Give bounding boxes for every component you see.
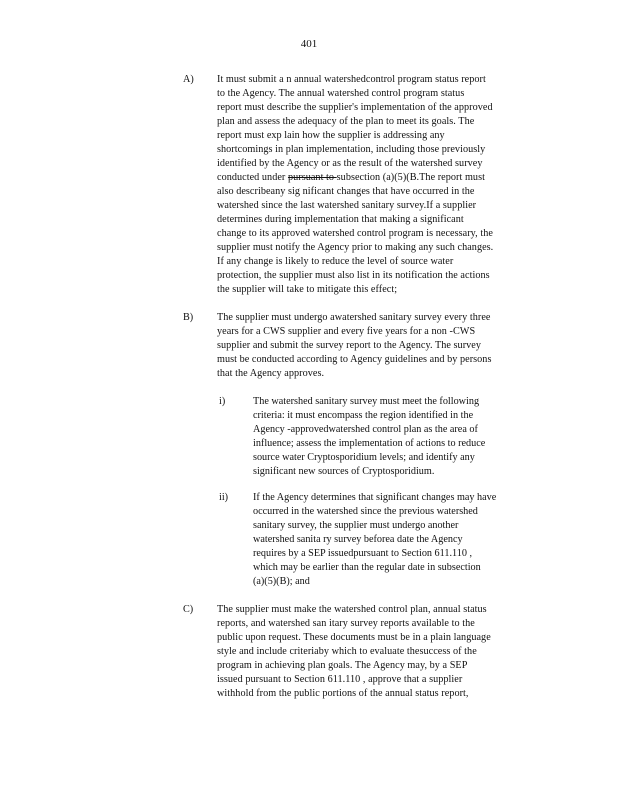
paragraph-line: also describeany sig nificant changes that have occurred in the	[217, 186, 475, 197]
paragraph-line: criteria: it must encompass the region identified in the	[253, 410, 474, 421]
paragraph-line: protection, the supplier must also list in its notification the actions	[217, 270, 490, 281]
paragraph-line: issued pursuant to Section 611.110 , approve that a supplier	[217, 674, 463, 685]
paragraph-line: supplier and submit the survey report to the Agency. The survey	[217, 340, 482, 351]
paragraph-line: significant new sources of Cryptosporidium.	[253, 466, 435, 477]
paragraph-line: report must describe the supplier's implementation of the approved	[217, 102, 493, 113]
item-label-c: C)	[183, 604, 194, 615]
struck-text: pursuant to	[287, 172, 337, 183]
paragraph-line: requires by a SEP issuedpursuant to Section 611.110 ,	[253, 548, 473, 559]
paragraph-line: that the Agency approves.	[217, 368, 325, 379]
subitem-label-i: i)	[219, 396, 226, 407]
paragraph-line: program in achieving plan goals. The Agency may, by a SEP	[217, 660, 468, 671]
paragraph-line	[217, 172, 485, 184]
paragraph-line: If the Agency determines that significant changes may have	[253, 492, 497, 503]
paragraph-line: sanitary survey, the supplier must undergo another	[253, 520, 459, 531]
paragraph-line: watershed since the last watershed sanitary survey.If a supplier	[217, 200, 477, 211]
paragraph-line: years for a CWS supplier and every five years for a non -CWS	[217, 326, 476, 337]
paragraph-line: determines during implementation that making a significant	[217, 214, 464, 225]
paragraph-line: The watershed sanitary survey must meet the following	[253, 396, 480, 407]
paragraph-line: the supplier will take to mitigate this effect;	[217, 284, 398, 295]
paragraph-line: to the Agency. The annual watershed control program status	[217, 88, 465, 99]
paragraph-line: identified by the Agency or as the result of the watershed survey	[217, 158, 483, 169]
paragraph-line: supplier must notify the Agency prior to making any such changes.	[217, 242, 494, 253]
item-label-a: A)	[183, 74, 194, 85]
paragraph-line: The supplier must undergo awatershed sanitary survey every three	[217, 312, 491, 323]
subitem-label-ii: ii)	[219, 492, 229, 503]
paragraph-line: report must exp lain how the supplier is addressing any	[217, 130, 445, 141]
paragraph-line: If any change is likely to reduce the level of source water	[217, 256, 454, 267]
paragraph-line: influence; assess the implementation of actions to reduce	[253, 438, 486, 449]
line-text: subsection (a)(5)(B.The report must	[336, 172, 485, 183]
paragraph-line: public upon request. These documents must be in a plain language	[217, 632, 491, 643]
paragraph-line: shortcomings in plan implementation, including those previously	[217, 144, 486, 155]
paragraph-line: reports, and watershed san itary survey reports available to the	[217, 618, 475, 629]
item-label-b: B)	[183, 312, 194, 323]
paragraph-line: change to its approved watershed control program is necessary, the	[217, 228, 493, 239]
paragraph-line: source water Cryptosporidium levels; and identify any	[253, 452, 475, 463]
paragraph-line: withhold from the public portions of the annual status report,	[217, 688, 469, 699]
line-text: conducted under	[217, 172, 288, 183]
paragraph-line: The supplier must make the watershed control plan, annual status	[217, 604, 487, 615]
paragraph-line: plan and assess the adequacy of the plan to meet its goals. The	[217, 116, 475, 127]
paragraph-line: It must submit a n annual watershedcontrol program status report	[217, 74, 486, 85]
paragraph-line: style and include criteriaby which to evaluate thesuccess of the	[217, 646, 477, 657]
paragraph-line: Agency -approvedwatershed control plan as the area of	[253, 424, 478, 435]
paragraph-line: occurred in the watershed since the previous watershed	[253, 506, 478, 517]
paragraph-line: must be conducted according to Agency guidelines and by persons	[217, 354, 492, 365]
paragraph-line: (a)(5)(B); and	[253, 576, 310, 587]
paragraph-line: which may be earlier than the regular date in subsection	[253, 562, 481, 573]
paragraph-line: watershed sanita ry survey beforea date the Agency	[253, 534, 463, 545]
page-number: 401	[300, 38, 318, 50]
